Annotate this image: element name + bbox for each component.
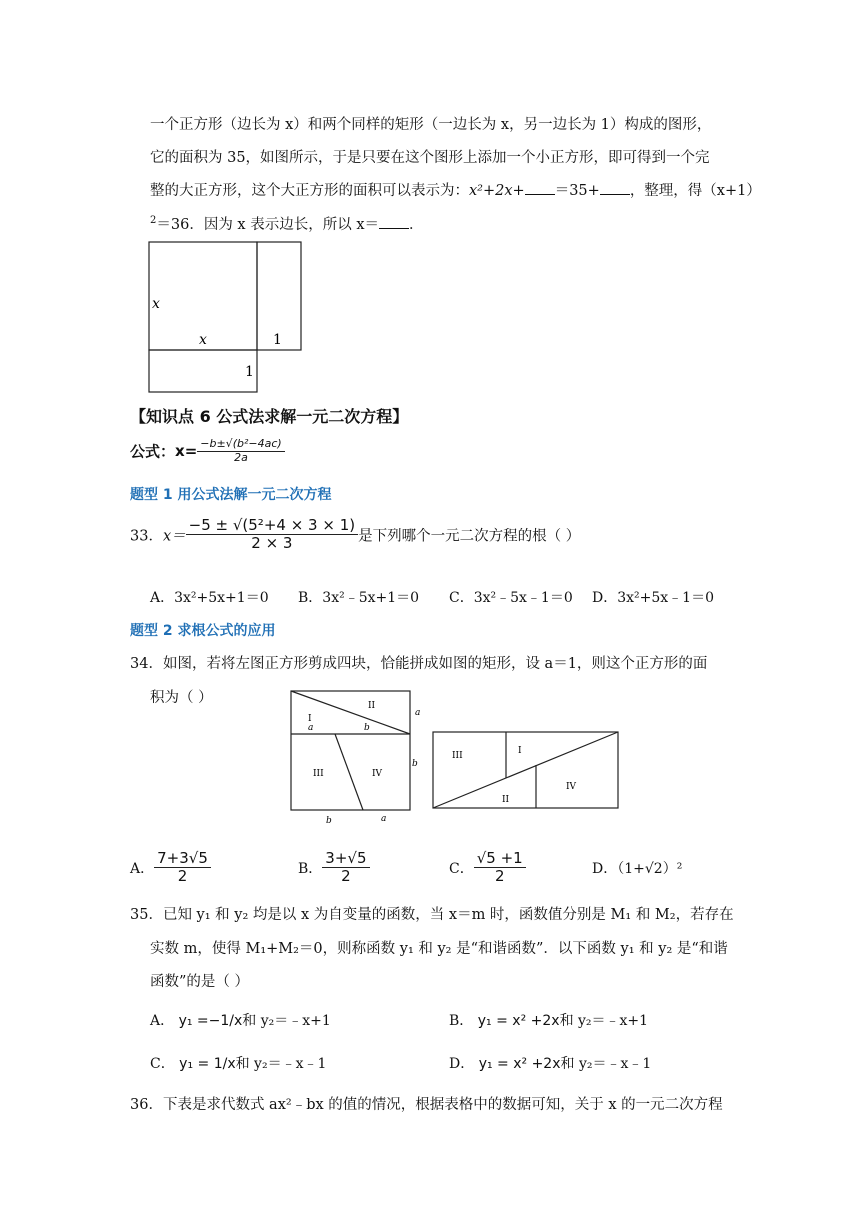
option-label: B． (449, 1013, 474, 1029)
q35-option-a[interactable] (150, 1010, 331, 1030)
label-b: b (412, 759, 418, 769)
option-y1: y₁ = 1/x (179, 1056, 236, 1072)
q34-option-a[interactable] (130, 850, 211, 886)
label-x-bottom: x (199, 332, 207, 348)
q33-option-b[interactable]: B．3x²﹣5x+1＝0 (298, 590, 420, 606)
left-square (291, 691, 410, 810)
option-fraction (322, 850, 369, 886)
label-a: a (415, 708, 421, 718)
piece-I: I (518, 746, 522, 756)
type1-label: 题型 1 用公式法解一元二次方程 (130, 487, 332, 503)
answer-blank[interactable] (379, 216, 409, 229)
piece-IV: IV (566, 782, 577, 792)
piece-III: III (313, 769, 324, 779)
option-y2: 和 y₂＝﹣x﹣1 (560, 1056, 652, 1072)
q34-option-c[interactable] (449, 850, 526, 886)
exponent: 2 (150, 215, 157, 227)
q33-number: 33． (130, 528, 163, 545)
q36-line-1: 36．下表是求代数式 ax²﹣bx 的值的情况，根据表格中的数据可知，关于 x 的一元二次方程 (130, 1097, 723, 1113)
denominator: 2 (494, 867, 505, 886)
label-a: a (308, 723, 314, 733)
q33-option-d[interactable]: D．3x²+5x﹣1＝0 (592, 590, 714, 606)
q33-numerator: −5 ± √(5²+4 × 3 × 1) (186, 517, 358, 535)
q33-option-c[interactable]: C．3x²﹣5x﹣1＝0 (449, 590, 573, 606)
formula-numerator: −b±√(b²−4ac) (197, 438, 284, 452)
numerator: 3+√5 (322, 850, 369, 868)
piece-II: II (502, 795, 510, 805)
option-label: B． (298, 860, 323, 877)
option-y1: y₁ =−1/x (178, 1013, 243, 1029)
q33-fraction (186, 517, 358, 553)
paragraph-line-3-text: 整的大正方形，这个大正方形的面积可以表示为： (150, 183, 469, 199)
answer-blank[interactable] (600, 182, 630, 195)
label-x-side: x (152, 296, 160, 312)
paragraph-line-4 (150, 213, 424, 234)
option-text: （1+√2）² (617, 861, 683, 877)
q33-denominator: 2 × 3 (251, 534, 293, 553)
q34-line-1: 34．如图，若将左图正方形剪成四块，恰能拼成如图的矩形，设 a＝1，则这个正方形的面 (130, 656, 708, 672)
bottom-rectangle (149, 350, 257, 392)
q34-option-d[interactable] (592, 858, 682, 878)
q34-left-figure (288, 688, 428, 828)
label-b: b (364, 723, 370, 733)
numerator: 7+3√5 (154, 850, 211, 868)
paragraph-line-2: 它的面积为 35，如图所示，于是只要在这个图形上添加一个小正方形，即可得到一个完 (150, 150, 710, 166)
q34-option-b[interactable] (298, 850, 370, 886)
question-33 (130, 517, 580, 553)
option-label: A． (150, 1013, 175, 1029)
paragraph-line-4-text: ＝36．因为 x 表示边长，所以 x＝ (156, 217, 380, 233)
q34-right-figure (430, 728, 625, 813)
option-fraction (474, 850, 526, 886)
paragraph-line-3-end: ，整理，得（x+1） (629, 183, 761, 199)
piece-IV: IV (372, 769, 383, 779)
q33-tail: 是下列哪个一元二次方程的根（ ） (358, 528, 581, 545)
q33-option-a[interactable]: A．3x²+5x+1＝0 (150, 590, 269, 606)
option-label: C． (150, 1056, 175, 1072)
option-y1: y₁ = x² +2x (477, 1013, 560, 1029)
label-b: b (326, 816, 332, 826)
denominator: 2 (341, 867, 351, 886)
q34-line-2: 积为（ ） (150, 690, 213, 706)
answer-blank[interactable] (525, 182, 555, 195)
q35-line-1: 35．已知 y₁ 和 y₂ 均是以 x 为自变量的函数，当 x＝m 时，函数值分别是 M₁ 和 M₂，若存在 (130, 907, 734, 923)
option-y2: 和 y₂＝﹣x﹣1 (235, 1056, 327, 1072)
section-heading: 【知识点 6 公式法求解一元二次方程】 (130, 407, 409, 426)
paragraph-line-1: 一个正方形（边长为 x）和两个同样的矩形（一边长为 x，另一边长为 1）构成的图形， (150, 117, 712, 133)
option-y2: 和 y₂＝﹣x+1 (242, 1013, 331, 1029)
option-label: C． (449, 860, 474, 877)
option-y2: 和 y₂＝﹣x+1 (559, 1013, 649, 1029)
option-fraction (154, 850, 211, 886)
square-figure (147, 240, 307, 395)
type2-label: 题型 2 求根公式的应用 (130, 623, 276, 639)
formula-row (130, 438, 285, 464)
q33-lhs: x＝ (162, 528, 186, 545)
period: ． (409, 217, 424, 233)
option-label: A． (130, 860, 155, 877)
formula-denominator: 2a (234, 450, 248, 464)
numerator: √5 +1 (474, 850, 526, 868)
piece-I: I (308, 714, 312, 724)
q35-line-3: 函数”的是（ ） (150, 974, 250, 990)
equals-text: ＝35+ (554, 183, 600, 199)
expression: x²+2x+ (469, 183, 525, 199)
formula-label: 公式： (130, 442, 176, 461)
q35-option-c[interactable] (150, 1053, 326, 1073)
slant-cut (335, 734, 363, 810)
diagonal (433, 732, 618, 808)
label-1-bottom: 1 (245, 364, 254, 380)
q35-option-d[interactable] (449, 1053, 651, 1073)
option-label: D． (592, 861, 618, 877)
formula-x: x= (175, 442, 198, 461)
option-label: D． (449, 1056, 475, 1072)
option-y1: y₁ = x² +2x (478, 1056, 561, 1072)
label-a: a (381, 814, 387, 824)
denominator: 2 (177, 867, 188, 886)
paragraph-line-3 (150, 179, 761, 200)
q35-option-b[interactable] (449, 1010, 648, 1030)
q35-line-2: 实数 m，使得 M₁+M₂＝0，则称函数 y₁ 和 y₂ 是“和谐函数”．以下函数 y₁ 和 y₂ 是“和谐 (150, 941, 728, 957)
piece-II: II (368, 701, 376, 711)
label-1-right: 1 (273, 332, 282, 348)
quadratic-formula (197, 438, 284, 464)
piece-III: III (452, 751, 463, 761)
